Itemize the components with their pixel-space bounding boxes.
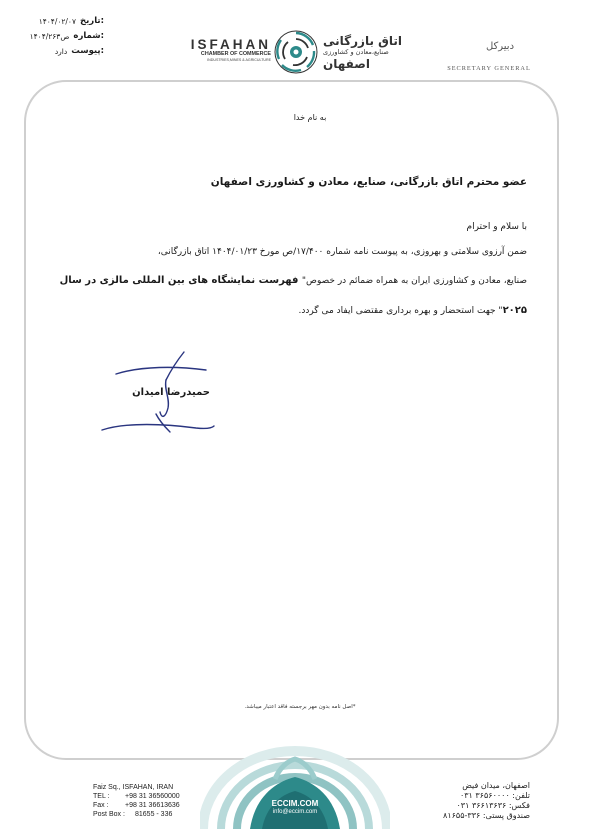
footer-fax-fa: فکس: ۳۶۶۱۳۶۳۶ ۰۳۱ bbox=[456, 801, 530, 810]
logo-fa-sectors: صنایع،معادن و کشاورزی bbox=[323, 48, 389, 56]
greeting: با سلام و احترام bbox=[466, 222, 527, 232]
exhibition-year: ۲۰۲۵ bbox=[502, 305, 527, 316]
chamber-emblem-icon bbox=[273, 29, 319, 75]
footer-address-fa: اصفهان، میدان فیض bbox=[462, 781, 530, 790]
validity-footnote: *اصل نامه بدون مهر برجسته فاقد اعتبار میباشد. bbox=[244, 704, 356, 710]
body-line-2-text: صنایع، معادن و کشاورزی ایران به همراه ضمائم در خصوص" bbox=[301, 276, 527, 286]
date-label: تاریخ: bbox=[79, 16, 104, 26]
logo-fa-city: اصفهان bbox=[323, 57, 371, 71]
letter-meta bbox=[14, 16, 104, 57]
footer-contact-english bbox=[93, 783, 223, 819]
footer-tel-fa: تلفن: ۳۶۵۶۰۰۰۰ ۰۳۱ bbox=[459, 791, 530, 800]
footer-pobox-fa: صندوق پستی: ۳۳۶-۸۱۶۵۵ bbox=[443, 811, 530, 820]
exhibition-title-part1: فهرست نمایشگاه های بین المللی مالزی در سال bbox=[59, 275, 302, 286]
attachment-value: دارد bbox=[54, 47, 68, 56]
logo-en-chamber: CHAMBER OF COMMERCE bbox=[200, 51, 271, 57]
attachment-row bbox=[14, 46, 104, 57]
date-value: ۱۴۰۴/۰۲/۰۷ bbox=[38, 17, 76, 26]
body-paragraph-line-2 bbox=[50, 275, 527, 287]
logo-english bbox=[185, 38, 271, 63]
pobox-label: Post Box : bbox=[93, 811, 125, 818]
number-row bbox=[14, 31, 104, 42]
invocation: به نام خدا bbox=[293, 113, 327, 122]
number-value: ۱۴۰۴/ص۲۶۳ bbox=[29, 32, 70, 41]
secretary-general-en: SECRETARY GENERAL bbox=[447, 65, 531, 72]
logo-en-sectors: INDUSTRIES,MINES & AGRICULTURE bbox=[207, 57, 271, 62]
secretary-general-fa: دبیرکل bbox=[485, 41, 515, 52]
body-paragraph-line-1: ضمن آرزوی سلامتی و بهروزی، به پیوست نامه شماره ۱۷/۴۰۰/ص مورخ ۱۴۰۴/۰۱/۲۳ اتاق بازرگانی، bbox=[157, 247, 527, 257]
footer-contact-persian bbox=[400, 781, 530, 821]
chamber-logo bbox=[185, 27, 425, 77]
fax-value: +98 31 36613636 bbox=[125, 802, 180, 809]
signatory-name: حمیدرضا امیدان bbox=[132, 387, 210, 398]
tel-label: TEL : bbox=[93, 793, 110, 800]
footer-tel-row bbox=[93, 792, 223, 801]
footer-fax-row bbox=[93, 801, 223, 810]
logo-fa-chamber: اتاق بازرگانی bbox=[323, 34, 402, 48]
body-line-3-text: " جهت استحضار و بهره برداری مقتضی ایفاد می گردد. bbox=[298, 306, 503, 316]
footer-web bbox=[255, 799, 335, 816]
recipient-line: عضو محترم اتاق بازرگانی، صنایع، معادن و کشاورزی اصفهان bbox=[210, 176, 527, 188]
body-paragraph-line-3 bbox=[50, 305, 527, 317]
tel-value: +98 31 36560000 bbox=[125, 793, 180, 800]
fax-label: Fax : bbox=[93, 802, 109, 809]
footer-address-en: Faiz Sq., ISFAHAN, IRAN bbox=[93, 784, 174, 791]
pobox-value: 81655 - 336 bbox=[135, 811, 173, 818]
date-row bbox=[14, 16, 104, 27]
email-link[interactable]: info@eccim.com bbox=[272, 809, 318, 815]
attachment-label: پیوست: bbox=[71, 46, 104, 56]
footer-pobox-row bbox=[93, 810, 223, 819]
logo-en-city: ISFAHAN bbox=[190, 37, 271, 52]
number-label: شماره: bbox=[73, 31, 104, 41]
logo-persian bbox=[323, 35, 423, 71]
website-link[interactable]: ECCIM.COM bbox=[271, 799, 319, 808]
